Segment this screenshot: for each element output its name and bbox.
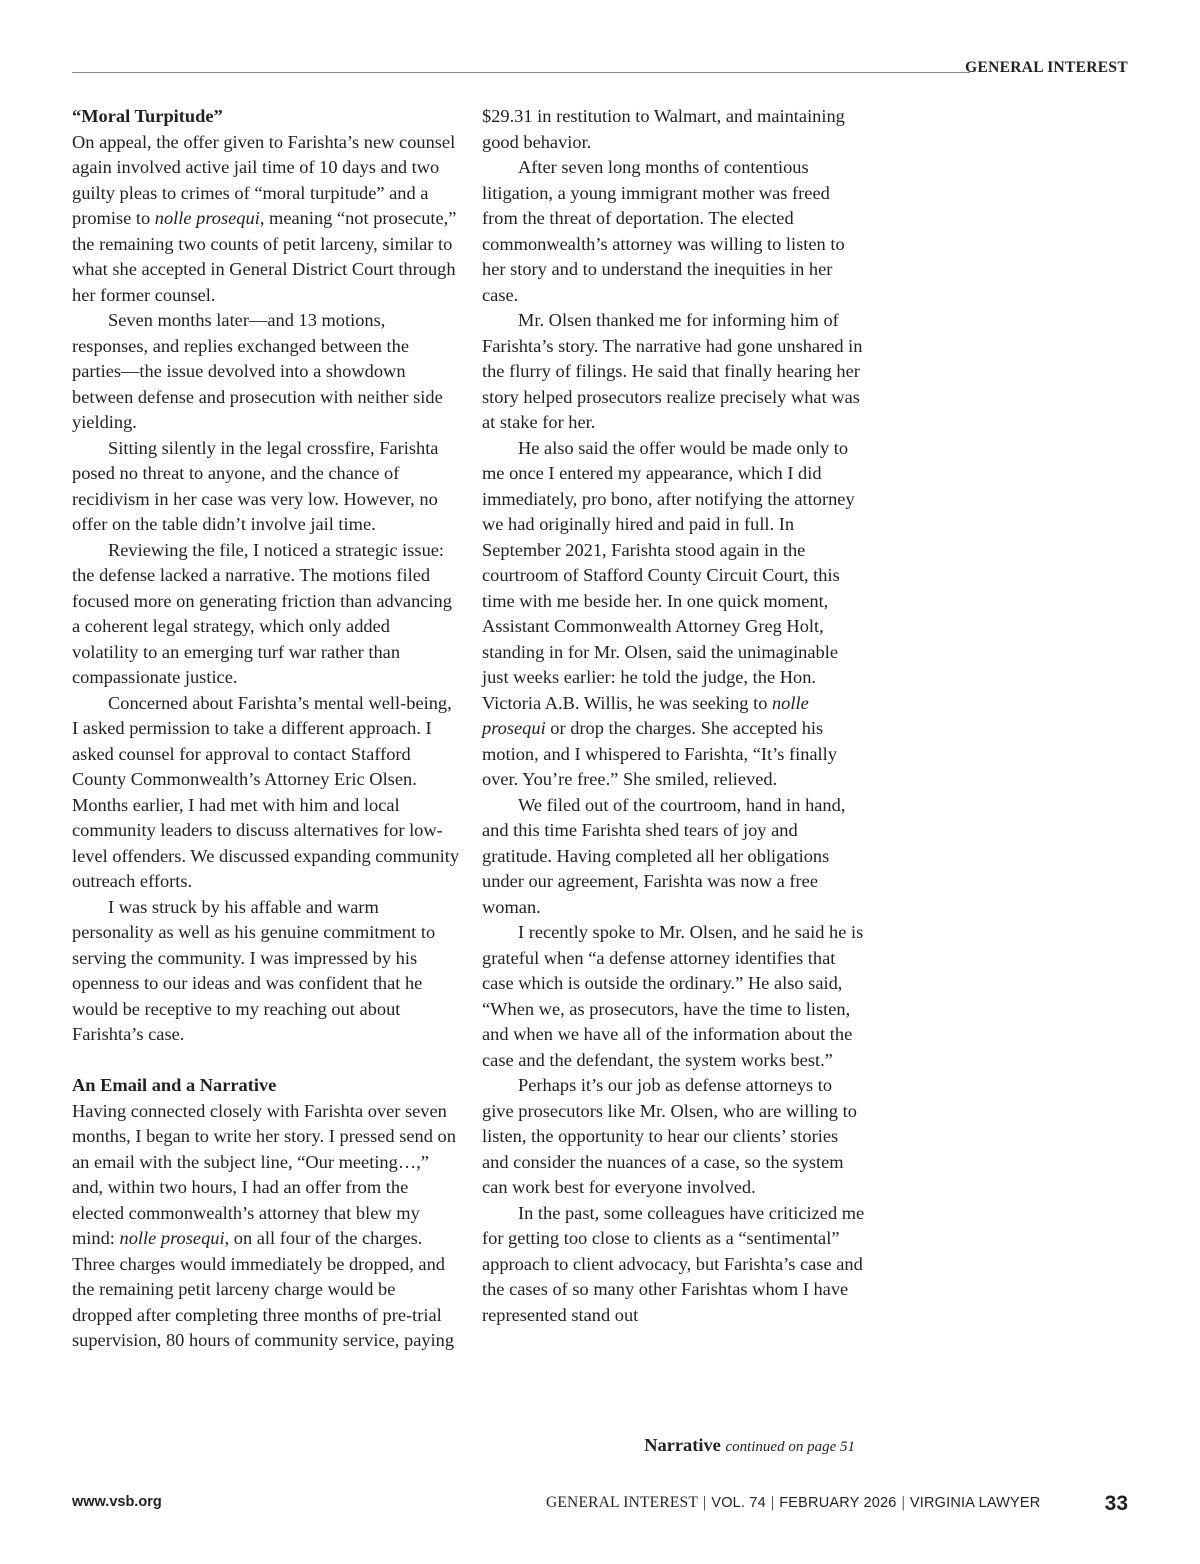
right-column <box>482 104 867 1328</box>
footer-section: GENERAL INTEREST <box>546 1494 699 1511</box>
paragraph: After seven long months of contentious litigation, a young immigrant mother was freed from the threat of deportation. The elected commonwealth’s attorney was willing to listen to her story and to understand the inequities in her case. <box>482 157 845 305</box>
paragraph: Reviewing the file, I noticed a strategic issue: the defense lacked a narrative. The motions filed focused more on generating friction than advancing a coherent legal strategy, which only added volatility to an emerging turf war rather than compassionate justice. <box>72 539 452 687</box>
paragraph: We filed out of the courtroom, hand in hand, and this time Farishta shed tears of joy and gratitude. Having completed all her obligations under our agreement, Farishta was now a free woman. <box>482 794 846 917</box>
left-column <box>72 104 460 1354</box>
heading-email-narrative: An Email and a Narrative <box>72 1075 277 1095</box>
section-label: GENERAL INTEREST <box>965 59 1128 76</box>
continued-text: continued on page 51 <box>725 1439 855 1455</box>
paragraph: Concerned about Farishta’s mental well-being, I asked permission to take a different approach. I asked counsel for approval to contact Stafford County Commonwealth’s Attorney Eric Olsen. Months earlier, I had met with him and local community leaders to discuss alternatives for low-level offenders. We discussed expanding community outreach efforts. <box>72 692 460 891</box>
paragraph: Mr. Olsen thanked me for informing him of Farishta’s story. The narrative had gone unshared in the flurry of filings. He said that finally hearing her story helped prosecutors realize precisely what was at stake for her. <box>482 310 863 432</box>
continued-note <box>482 1435 855 1456</box>
paragraph: Sitting silently in the legal crossfire, Farishta posed no threat to anyone, and the chance of recidivism in her case was very low. However, no offer on the table didn’t involve jail time. <box>72 437 439 534</box>
heading-moral-turpitude: “Moral Turpitude” <box>72 106 223 126</box>
paragraph: On appeal, the offer given to Farishta’s new counsel again involved active jail time of 10 days and two guilty pleas to crimes of “moral turpitude” and a promise to nolle prosequi, meaning “not prosecute,” the remaining two counts of petit larceny, similar to what she accepted in General District Court through her former counsel. <box>72 131 457 305</box>
footer-volume: VOL. 74 <box>711 1495 766 1511</box>
paragraph: He also said the offer would be made only to me once I entered my appearance, which I did immediately, pro bono, after notifying the attorney we had originally hired and paid in full. In September 2021, Farishta stood again in the courtroom of Stafford County Circuit Court, this time with me beside her. In one quick moment, Assistant Commonwealth Attorney Greg Holt, standing in for Mr. Olsen, said the unimaginable just weeks earlier: he told the judge, the Hon. Victoria A.B. Willis, he was seeking to nolle prosequi or drop the charges. She accepted his motion, and I whispered to Farishta, “It’s finally over. You’re free.” She smiled, relieved. <box>482 437 855 789</box>
paragraph: In the past, some colleagues have criticized me for getting too close to clients as a “sentimental” approach to client advocacy, but Farishta’s case and the cases of so many other Farishtas whom I have represented stand out <box>482 1202 865 1325</box>
header-rule <box>72 72 970 73</box>
footer-url[interactable]: www.vsb.org <box>72 1494 162 1510</box>
paragraph: $29.31 in restitution to Walmart, and maintaining good behavior. <box>482 106 845 152</box>
paragraph: Perhaps it’s our job as defense attorneys to give prosecutors like Mr. Olsen, who are willing to listen, the opportunity to hear our clients’ stories and consider the nuances of a case, so the system can work best for everyone involved. <box>482 1075 857 1197</box>
paragraph: Having connected closely with Farishta over seven months, I began to write her story. I pressed send on an email with the subject line, “Our meeting…,” and, within two hours, I had an offer from the elected commonwealth’s attorney that blew my mind: nolle prosequi, on all four of the charges. Three charges would immediately be dropped, and the remaining petit larceny charge would be dropped after completing three months of pre-trial supervision, 80 hours of community service, paying <box>72 1100 456 1350</box>
paragraph: I was struck by his affable and warm personality as well as his genuine commitment to serving the community. I was impressed by his openness to our ideas and was confident that he would be receptive to my reaching out about Farishta’s case. <box>72 896 436 1044</box>
page-number: 33 <box>1104 1492 1128 1515</box>
footer-info: GENERAL INTEREST | VOL. 74 | FEBRUARY 2026 | VIRGINIA LAWYER <box>546 1494 1041 1511</box>
paragraph: I recently spoke to Mr. Olsen, and he said he is grateful when “a defense attorney identifies that case which is outside the ordinary.” He also said, “When we, as prosecutors, have the time to listen, and when we have all of the information about the case and the defendant, the system works best.” <box>482 922 864 1070</box>
footer-date: FEBRUARY 2026 <box>779 1495 897 1511</box>
paragraph: Seven months later—and 13 motions, responses, and replies exchanged between the parties—the issue devolved into a showdown between defense and prosecution with neither side yielding. <box>72 310 443 432</box>
continued-word: Narrative <box>644 1435 721 1455</box>
footer-publication: VIRGINIA LAWYER <box>909 1495 1041 1511</box>
